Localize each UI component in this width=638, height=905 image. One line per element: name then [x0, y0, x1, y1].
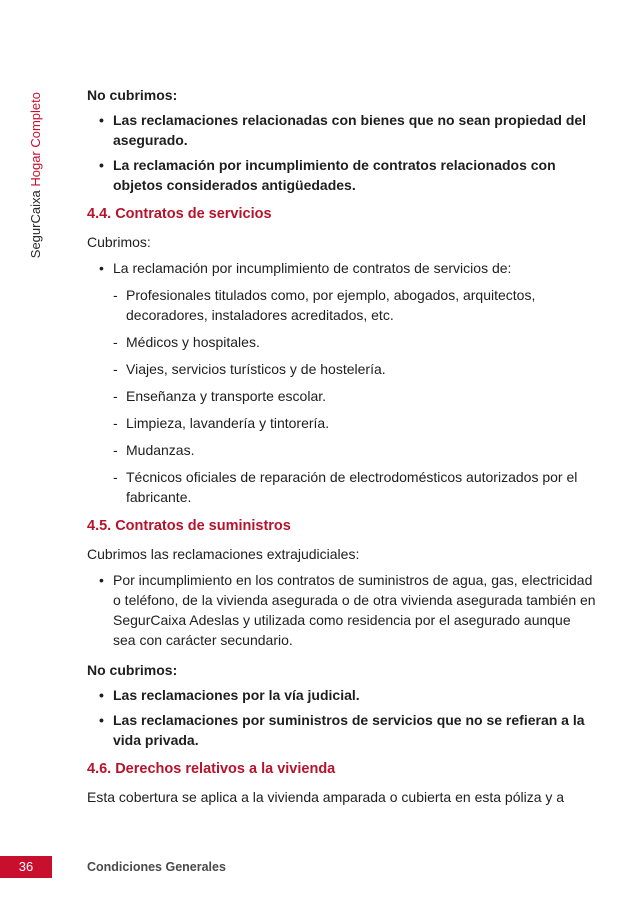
list-item-text: Las reclamaciones relacionadas con bienes que no sean propiedad del asegurado. — [113, 112, 587, 148]
list-item-text: Por incumplimiento en los contratos de suministros de agua, gas, electricidad o teléfono, de la vivienda asegurada o de otra vivienda asegurada también en SegurCaixa Adeslas y utilizada como residencia por el asegurado aunque sea con carácter secundario. — [113, 572, 596, 648]
sub-list-item — [87, 413, 597, 433]
running-title — [26, 92, 46, 264]
section-heading-4-4: 4.4. Contratos de servicios — [87, 206, 272, 222]
bullet-marker: • — [99, 572, 104, 588]
sub-list-item — [87, 359, 597, 379]
sub-list-item-text: Técnicos oficiales de reparación de electrodomésticos autorizados por el fabricante. — [126, 469, 578, 505]
no-cubrimos-heading: No cubrimos: — [87, 662, 178, 678]
bullet-marker: • — [99, 112, 104, 128]
no-cubrimos-heading: No cubrimos: — [87, 87, 178, 103]
page-number: 36 — [0, 856, 52, 878]
list-item-text: Las reclamaciones por suministros de servicios que no se refieran a la vida privada. — [113, 712, 585, 748]
sub-list-item-text: Viajes, servicios turísticos y de hostelería. — [126, 361, 386, 377]
bullet-marker: • — [99, 260, 104, 276]
list-item — [87, 155, 597, 195]
paragraph: Cubrimos: — [87, 234, 151, 250]
bullet-marker: • — [99, 712, 104, 728]
sub-list-item-text: Profesionales titulados como, por ejemplo, abogados, arquitectos, decoradores, instaladores acreditados, etc. — [126, 287, 536, 323]
dash-marker: - — [113, 469, 118, 485]
sub-list-item — [87, 440, 597, 460]
section-heading-4-5: 4.5. Contratos de suministros — [87, 518, 291, 534]
page-content — [87, 85, 597, 807]
dash-marker: - — [113, 415, 118, 431]
list-item — [87, 110, 597, 150]
list-item-text: La reclamación por incumplimiento de contratos relacionados con objetos considerados antigüedades. — [113, 157, 556, 193]
sub-list-item-text: Limpieza, lavandería y tintorería. — [126, 415, 330, 431]
sub-list-item-text: Enseñanza y transporte escolar. — [126, 388, 327, 404]
section-heading-4-6: 4.6. Derechos relativos a la vivienda — [87, 761, 336, 777]
sub-list-item — [87, 285, 597, 325]
dash-marker: - — [113, 361, 118, 377]
bullet-marker: • — [99, 157, 104, 173]
paragraph: Cubrimos las reclamaciones extrajudiciales: — [87, 546, 360, 562]
dash-marker: - — [113, 388, 118, 404]
dash-marker: - — [113, 334, 118, 350]
sub-list-item — [87, 467, 597, 507]
running-title-brand: SegurCaixa — [28, 190, 43, 259]
list-item — [87, 258, 597, 278]
list-item — [87, 570, 597, 650]
sub-list-item — [87, 386, 597, 406]
bullet-marker: • — [99, 687, 104, 703]
sub-list-item — [87, 332, 597, 352]
dash-marker: - — [113, 442, 118, 458]
list-item — [87, 685, 597, 705]
dash-marker: - — [113, 287, 118, 303]
sub-list-item-text: Mudanzas. — [126, 442, 195, 458]
running-title-product: Hogar Completo — [28, 92, 43, 187]
sub-list-item-text: Médicos y hospitales. — [126, 334, 260, 350]
list-item-text: Las reclamaciones por la vía judicial. — [113, 687, 360, 703]
footer-label: Condiciones Generales — [87, 860, 226, 874]
list-item — [87, 710, 597, 750]
list-item-text: La reclamación por incumplimiento de contratos de servicios de: — [113, 260, 512, 276]
paragraph: Esta cobertura se aplica a la vivienda amparada o cubierta en esta póliza y a — [87, 789, 565, 805]
